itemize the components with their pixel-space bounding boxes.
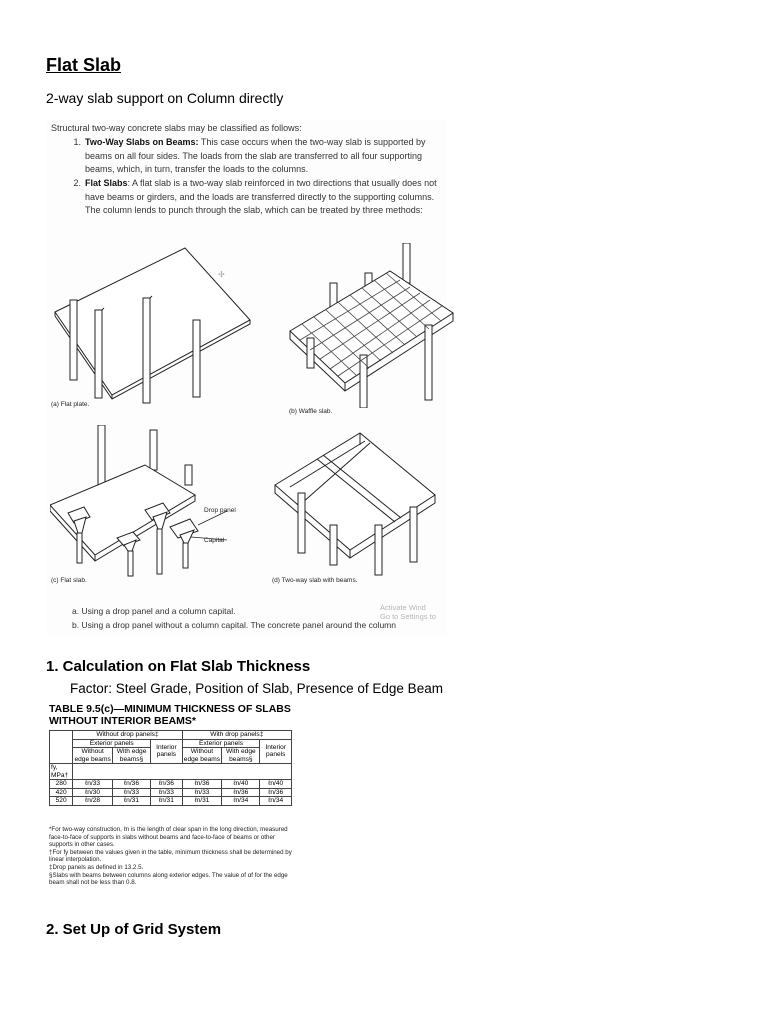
figure-a-caption: (a) Flat plate.: [51, 401, 90, 408]
min-thickness-table: [49, 730, 292, 806]
two-way-beams-figure: [270, 425, 440, 580]
int-panels-header: Interior panels: [260, 739, 292, 764]
table-title: [49, 703, 291, 727]
column: [375, 525, 382, 575]
figure-c-caption: (c) Flat slab.: [51, 577, 87, 584]
column: [307, 338, 314, 368]
column: [70, 300, 77, 380]
cell: ℓn/36: [151, 780, 182, 789]
ext-panels-header: Exterior panels: [182, 739, 260, 748]
cell: ℓn/31: [182, 797, 222, 806]
item-text: This case occurs when the two-way slab is supported by beams on all four sides. The loads from the slab are transferred to all four supporting beams, which, in turn, transfer the loads to the columns.: [85, 137, 426, 174]
method-b: b. Using a drop panel without a column capital. The concrete panel around the column: [72, 620, 396, 630]
watermark-line: Activate Wind: [380, 603, 426, 612]
int-panels-header: Interior panels: [151, 739, 182, 764]
column: [410, 507, 417, 562]
item-number: 2.: [73, 178, 81, 188]
activation-watermark: [380, 603, 436, 621]
cell: ℓn/34: [222, 797, 260, 806]
item-number: 1.: [73, 137, 81, 147]
column: [150, 430, 157, 470]
cell: ℓn/36: [260, 788, 292, 797]
excerpt-intro: Structural two-way concrete slabs may be classified as follows:: [51, 123, 302, 133]
list-item-two-way-beams: [51, 136, 446, 177]
list-item-flat-slabs: [51, 177, 446, 218]
cell: ℓn/36: [222, 788, 260, 797]
method-a: a. Using a drop panel and a column capital.: [72, 606, 236, 616]
section-2-heading: 2. Set Up of Grid System: [46, 921, 222, 938]
fy-label: fy, MPa†: [50, 764, 73, 780]
table-note: *For two-way construction, ℓn is the length of clear span in the long direction, measured face-to-face of supports in slabs without beams and face-to-face of beams or other supports in other cases.: [49, 826, 288, 849]
column: [98, 425, 105, 485]
svg-text:✢: ✢: [218, 270, 225, 279]
item-heading: Flat Slabs: [85, 178, 128, 188]
cell: ℓn/40: [260, 780, 292, 789]
column: [185, 465, 192, 485]
cell: ℓn/36: [182, 780, 222, 789]
with-edge-header: With edge beams§: [112, 748, 150, 764]
ext-panels-header: Exterior panels: [73, 739, 151, 748]
column: [143, 298, 150, 403]
cell: ℓn/33: [182, 788, 222, 797]
cell: 420: [50, 788, 73, 797]
column: [330, 525, 337, 565]
cell: ℓn/36: [112, 780, 150, 789]
cell: ℓn/33: [112, 788, 150, 797]
flat-plate-figure: [50, 240, 255, 410]
item-heading: Two-Way Slabs on Beams:: [85, 137, 199, 147]
with-edge-header: With edge beams§: [222, 748, 260, 764]
cell: ℓn/31: [112, 797, 150, 806]
without-edge-header: Without edge beams: [74, 748, 111, 763]
item-text: : A flat slab is a two-way slab reinforced in two directions that usually does not have beams or girders, and the loads are transferred directly to the supporting columns. The column lends to punch through the slab, which can be treated by three methods:: [85, 178, 437, 215]
column: [298, 493, 305, 553]
table-note: †For fy between the values given in the table, minimum thickness shall be determined by linear interpolation.: [49, 848, 292, 864]
table-title-line: TABLE 9.5(c)—MINIMUM THICKNESS OF SLABS: [49, 703, 291, 715]
cell: ℓn/33: [73, 780, 113, 789]
column: [403, 243, 410, 283]
cell: ℓn/31: [151, 797, 182, 806]
cell: 280: [50, 780, 73, 789]
table-row: [50, 797, 292, 806]
cell: ℓn/30: [73, 788, 113, 797]
table-title-line: WITHOUT INTERIOR BEAMS*: [49, 715, 196, 727]
cell: ℓn/34: [260, 797, 292, 806]
table-note: §Slabs with beams between columns along exterior edges. The value of αf for the edge beam shall not be less than 0.8.: [49, 871, 288, 887]
column: [193, 320, 200, 397]
section-1-heading: 1. Calculation on Flat Slab Thickness: [46, 658, 311, 675]
table-row: [50, 788, 292, 797]
table-corner: [50, 731, 73, 764]
column: [128, 551, 133, 576]
watermark-line: Go to Settings to: [380, 612, 436, 621]
table-notes: [49, 826, 292, 887]
waffle-slab-figure: [285, 243, 455, 408]
table-note: ‡Drop panels as defined in 13.2.5.: [49, 863, 144, 871]
page-title: Flat Slab: [46, 55, 122, 75]
cell: ℓn/40: [222, 780, 260, 789]
column: [157, 529, 162, 574]
cell: ℓn/28: [73, 797, 113, 806]
capital-label: Capital: [204, 537, 225, 544]
column: [183, 543, 188, 568]
cell: 520: [50, 797, 73, 806]
figure-d-caption: (d) Two-way slab with beams.: [272, 577, 358, 584]
flat-slab-figure: [50, 425, 260, 580]
without-edge-header: Without edge beams: [183, 748, 221, 763]
column: [95, 310, 102, 398]
column: [77, 533, 82, 563]
cell: ℓn/33: [151, 788, 182, 797]
group-without-drop: Without drop panels‡: [73, 731, 182, 740]
figure-b-caption: (b) Waffle slab.: [289, 408, 333, 415]
drop-panel-label: Drop panel: [204, 507, 236, 514]
column: [425, 325, 432, 400]
table-row: [50, 780, 292, 789]
factor-text: Factor: Steel Grade, Position of Slab, Presence of Edge Beam: [70, 681, 443, 696]
page-subtitle: 2-way slab support on Column directly: [46, 90, 284, 106]
group-with-drop: With drop panels‡: [182, 731, 291, 740]
